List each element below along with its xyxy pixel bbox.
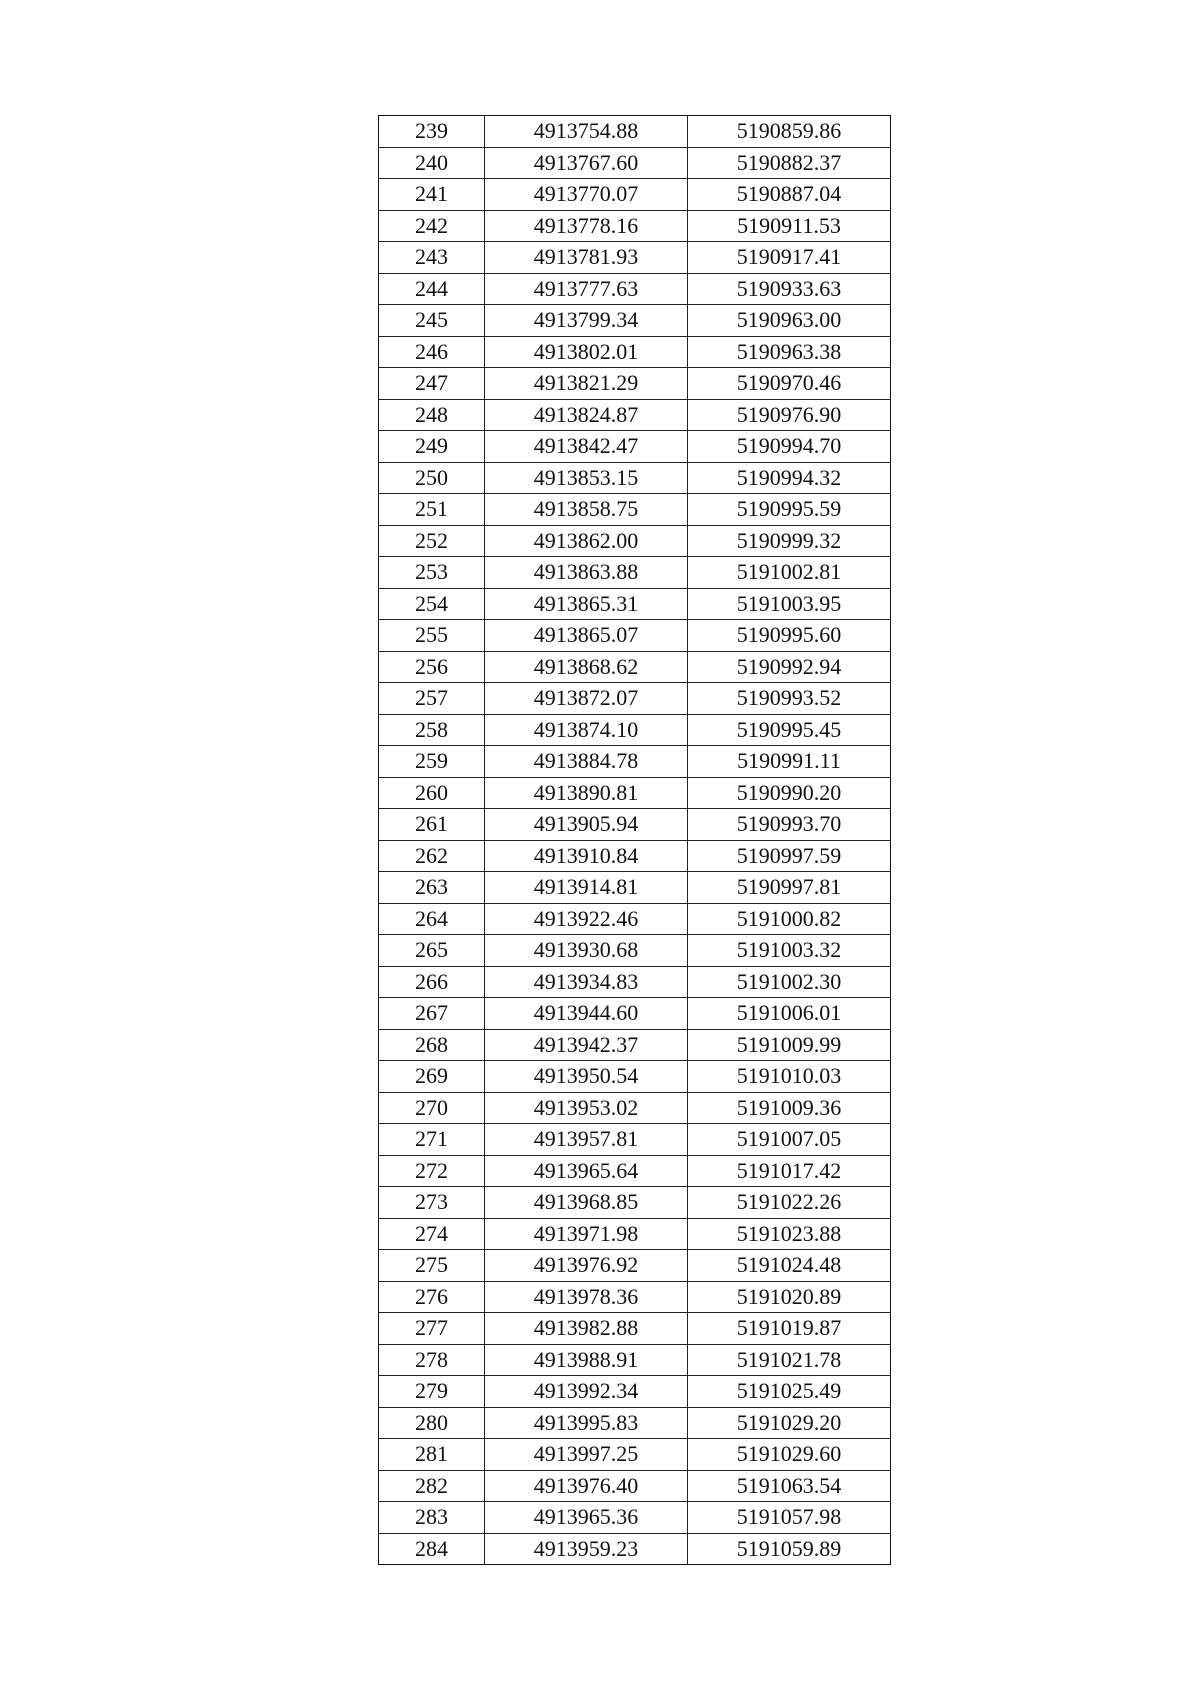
y-coordinate-cell: 5191002.30 [688,966,891,998]
point-number-cell: 279 [379,1376,485,1408]
table-row [379,872,891,904]
point-number-cell: 255 [379,620,485,652]
y-coordinate-cell: 5191057.98 [688,1502,891,1534]
y-coordinate-cell: 5190911.53 [688,210,891,242]
point-number-cell: 282 [379,1470,485,1502]
point-number-cell: 275 [379,1250,485,1282]
x-coordinate-cell: 4913821.29 [485,368,688,400]
table-row [379,588,891,620]
table-row [379,1029,891,1061]
table-row [379,809,891,841]
y-coordinate-cell: 5191021.78 [688,1344,891,1376]
table-row [379,1376,891,1408]
point-number-cell: 267 [379,998,485,1030]
point-number-cell: 283 [379,1502,485,1534]
point-number-cell: 253 [379,557,485,589]
y-coordinate-cell: 5190976.90 [688,399,891,431]
x-coordinate-cell: 4913842.47 [485,431,688,463]
y-coordinate-cell: 5190995.45 [688,714,891,746]
table-row [379,273,891,305]
table-row [379,525,891,557]
x-coordinate-cell: 4913957.81 [485,1124,688,1156]
point-number-cell: 258 [379,714,485,746]
y-coordinate-cell: 5190999.32 [688,525,891,557]
y-coordinate-cell: 5191017.42 [688,1155,891,1187]
x-coordinate-cell: 4913770.07 [485,179,688,211]
x-coordinate-cell: 4913976.92 [485,1250,688,1282]
x-coordinate-cell: 4913914.81 [485,872,688,904]
y-coordinate-cell: 5191029.60 [688,1439,891,1471]
x-coordinate-cell: 4913976.40 [485,1470,688,1502]
y-coordinate-cell: 5191023.88 [688,1218,891,1250]
x-coordinate-cell: 4913965.36 [485,1502,688,1534]
table-row [379,368,891,400]
table-row [379,1313,891,1345]
table-row [379,966,891,998]
y-coordinate-cell: 5191019.87 [688,1313,891,1345]
y-coordinate-cell: 5191000.82 [688,903,891,935]
x-coordinate-cell: 4913995.83 [485,1407,688,1439]
y-coordinate-cell: 5191022.26 [688,1187,891,1219]
point-number-cell: 277 [379,1313,485,1345]
point-number-cell: 257 [379,683,485,715]
y-coordinate-cell: 5191007.05 [688,1124,891,1156]
point-number-cell: 244 [379,273,485,305]
point-number-cell: 270 [379,1092,485,1124]
point-number-cell: 271 [379,1124,485,1156]
x-coordinate-cell: 4913982.88 [485,1313,688,1345]
table-row [379,777,891,809]
y-coordinate-cell: 5191024.48 [688,1250,891,1282]
y-coordinate-cell: 5190995.60 [688,620,891,652]
table-row [379,242,891,274]
y-coordinate-cell: 5191063.54 [688,1470,891,1502]
x-coordinate-cell: 4913930.68 [485,935,688,967]
table-row [379,179,891,211]
table-row [379,1344,891,1376]
table-row [379,557,891,589]
table-row [379,1281,891,1313]
x-coordinate-cell: 4913890.81 [485,777,688,809]
table-row [379,1061,891,1093]
x-coordinate-cell: 4913950.54 [485,1061,688,1093]
point-number-cell: 250 [379,462,485,494]
point-number-cell: 239 [379,116,485,148]
point-number-cell: 245 [379,305,485,337]
point-number-cell: 281 [379,1439,485,1471]
y-coordinate-cell: 5190997.59 [688,840,891,872]
table-row [379,431,891,463]
table-row [379,840,891,872]
y-coordinate-cell: 5190993.70 [688,809,891,841]
x-coordinate-cell: 4913944.60 [485,998,688,1030]
point-number-cell: 263 [379,872,485,904]
x-coordinate-cell: 4913874.10 [485,714,688,746]
table-row [379,210,891,242]
y-coordinate-cell: 5190993.52 [688,683,891,715]
table-row [379,494,891,526]
table-row [379,903,891,935]
y-coordinate-cell: 5190992.94 [688,651,891,683]
table-row [379,651,891,683]
point-number-cell: 280 [379,1407,485,1439]
y-coordinate-cell: 5190995.59 [688,494,891,526]
point-number-cell: 274 [379,1218,485,1250]
table-row [379,714,891,746]
x-coordinate-cell: 4913862.00 [485,525,688,557]
table-row [379,1439,891,1471]
table-row [379,116,891,148]
point-number-cell: 246 [379,336,485,368]
point-number-cell: 256 [379,651,485,683]
point-number-cell: 268 [379,1029,485,1061]
y-coordinate-cell: 5190990.20 [688,777,891,809]
point-number-cell: 269 [379,1061,485,1093]
point-number-cell: 243 [379,242,485,274]
table-row [379,620,891,652]
table-row [379,1470,891,1502]
x-coordinate-cell: 4913863.88 [485,557,688,589]
y-coordinate-cell: 5191009.36 [688,1092,891,1124]
table-row [379,1187,891,1219]
x-coordinate-cell: 4913992.34 [485,1376,688,1408]
x-coordinate-cell: 4913953.02 [485,1092,688,1124]
point-number-cell: 249 [379,431,485,463]
point-number-cell: 254 [379,588,485,620]
point-number-cell: 247 [379,368,485,400]
table-row [379,935,891,967]
x-coordinate-cell: 4913905.94 [485,809,688,841]
y-coordinate-cell: 5190963.00 [688,305,891,337]
x-coordinate-cell: 4913978.36 [485,1281,688,1313]
table-row [379,1533,891,1565]
x-coordinate-cell: 4913997.25 [485,1439,688,1471]
point-number-cell: 265 [379,935,485,967]
point-number-cell: 251 [379,494,485,526]
point-number-cell: 266 [379,966,485,998]
x-coordinate-cell: 4913922.46 [485,903,688,935]
point-number-cell: 241 [379,179,485,211]
point-number-cell: 262 [379,840,485,872]
table-row [379,1155,891,1187]
x-coordinate-cell: 4913754.88 [485,116,688,148]
point-number-cell: 240 [379,147,485,179]
point-number-cell: 278 [379,1344,485,1376]
point-number-cell: 272 [379,1155,485,1187]
x-coordinate-cell: 4913799.34 [485,305,688,337]
y-coordinate-cell: 5190997.81 [688,872,891,904]
x-coordinate-cell: 4913824.87 [485,399,688,431]
x-coordinate-cell: 4913971.98 [485,1218,688,1250]
x-coordinate-cell: 4913853.15 [485,462,688,494]
x-coordinate-cell: 4913965.64 [485,1155,688,1187]
coordinate-table [378,115,891,1565]
x-coordinate-cell: 4913767.60 [485,147,688,179]
x-coordinate-cell: 4913872.07 [485,683,688,715]
point-number-cell: 264 [379,903,485,935]
y-coordinate-cell: 5190859.86 [688,116,891,148]
x-coordinate-cell: 4913959.23 [485,1533,688,1565]
y-coordinate-cell: 5190994.32 [688,462,891,494]
y-coordinate-cell: 5191020.89 [688,1281,891,1313]
table-row [379,1218,891,1250]
point-number-cell: 273 [379,1187,485,1219]
table-row [379,462,891,494]
x-coordinate-cell: 4913778.16 [485,210,688,242]
y-coordinate-cell: 5190933.63 [688,273,891,305]
x-coordinate-cell: 4913781.93 [485,242,688,274]
y-coordinate-cell: 5190887.04 [688,179,891,211]
x-coordinate-cell: 4913910.84 [485,840,688,872]
y-coordinate-cell: 5191025.49 [688,1376,891,1408]
y-coordinate-cell: 5190970.46 [688,368,891,400]
y-coordinate-cell: 5191009.99 [688,1029,891,1061]
table-row [379,1250,891,1282]
x-coordinate-cell: 4913942.37 [485,1029,688,1061]
x-coordinate-cell: 4913777.63 [485,273,688,305]
x-coordinate-cell: 4913988.91 [485,1344,688,1376]
y-coordinate-cell: 5191002.81 [688,557,891,589]
table-row [379,746,891,778]
x-coordinate-cell: 4913868.62 [485,651,688,683]
x-coordinate-cell: 4913802.01 [485,336,688,368]
y-coordinate-cell: 5190917.41 [688,242,891,274]
coordinate-table-body [379,116,891,1565]
point-number-cell: 252 [379,525,485,557]
table-row [379,1124,891,1156]
x-coordinate-cell: 4913968.85 [485,1187,688,1219]
x-coordinate-cell: 4913934.83 [485,966,688,998]
point-number-cell: 284 [379,1533,485,1565]
point-number-cell: 260 [379,777,485,809]
table-row [379,1092,891,1124]
x-coordinate-cell: 4913865.31 [485,588,688,620]
point-number-cell: 242 [379,210,485,242]
point-number-cell: 259 [379,746,485,778]
x-coordinate-cell: 4913858.75 [485,494,688,526]
table-row [379,1502,891,1534]
y-coordinate-cell: 5191003.95 [688,588,891,620]
y-coordinate-cell: 5191010.03 [688,1061,891,1093]
y-coordinate-cell: 5191059.89 [688,1533,891,1565]
point-number-cell: 261 [379,809,485,841]
y-coordinate-cell: 5190991.11 [688,746,891,778]
y-coordinate-cell: 5190882.37 [688,147,891,179]
y-coordinate-cell: 5191029.20 [688,1407,891,1439]
x-coordinate-cell: 4913884.78 [485,746,688,778]
table-row [379,336,891,368]
y-coordinate-cell: 5190963.38 [688,336,891,368]
table-row [379,1407,891,1439]
point-number-cell: 248 [379,399,485,431]
table-row [379,399,891,431]
point-number-cell: 276 [379,1281,485,1313]
table-row [379,683,891,715]
y-coordinate-cell: 5191006.01 [688,998,891,1030]
y-coordinate-cell: 5190994.70 [688,431,891,463]
x-coordinate-cell: 4913865.07 [485,620,688,652]
table-row [379,147,891,179]
table-row [379,305,891,337]
y-coordinate-cell: 5191003.32 [688,935,891,967]
table-row [379,998,891,1030]
